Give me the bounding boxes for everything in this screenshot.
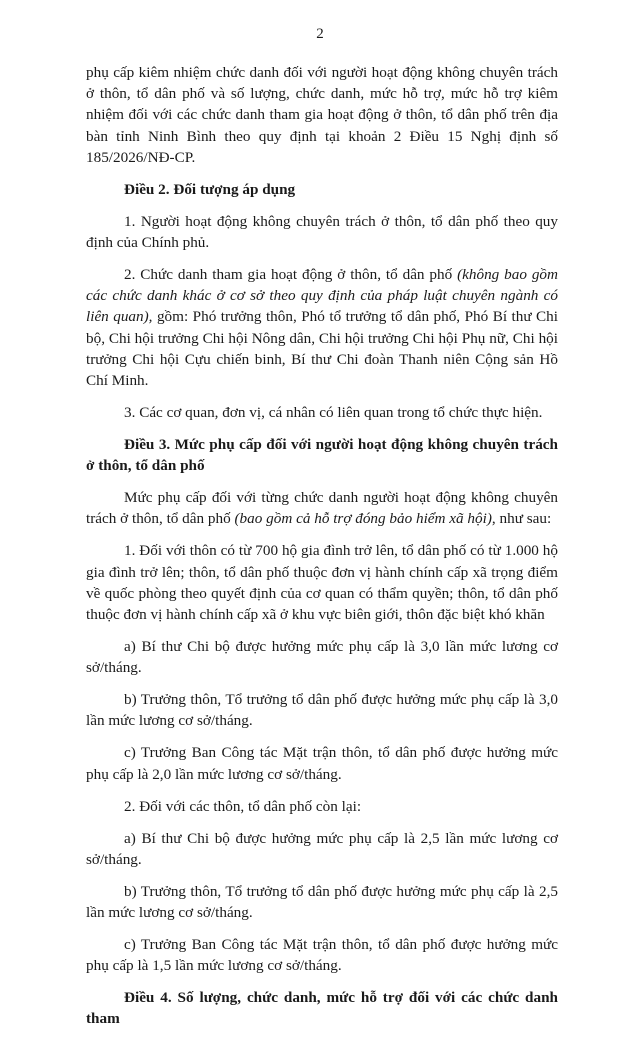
article-2-heading: Điều 2. Đối tượng áp dụng bbox=[124, 180, 296, 198]
article-3-item-2-c: c) Trưởng Ban Công tác Mặt trận thôn, tổ dân phố được hưởng mức phụ cấp là 1,5 lần mức lương cơ sở/tháng. bbox=[86, 936, 558, 975]
article-3-lead-text: Mức phụ cấp đối với từng chức danh người hoạt động không chuyên trách ở thôn, tổ dân phố bbox=[86, 489, 558, 528]
article-3-item-1-a: a) Bí thư Chi bộ được hưởng mức phụ cấp là 3,0 lần mức lương cơ sở/tháng. bbox=[86, 638, 558, 677]
article-3-item-1-c: c) Trưởng Ban Công tác Mặt trận thôn, tổ dân phố được hưởng mức phụ cấp là 2,0 lần mức lương cơ sở/tháng. bbox=[86, 744, 558, 783]
article-3-heading: Điều 3. Mức phụ cấp đối với người hoạt động không chuyên trách ở thôn, tổ dân phố bbox=[86, 436, 558, 475]
article-3-item-2: 2. Đối với các thôn, tổ dân phố còn lại: bbox=[124, 797, 362, 815]
document-body bbox=[86, 62, 558, 1040]
article-3-item-1: 1. Đối với thôn có từ 700 hộ gia đình trở lên, tổ dân phố có từ 1.000 hộ gia đình trở lên; thôn, tổ dân phố thuộc đơn vị hành chính cấp xã trọng điểm về quốc phòng theo quyết định của cơ quan có thẩm quyền; thôn, tổ dân phố thuộc đơn vị hành chính cấp xã ở khu vực biên giới, thôn đặc biệt khó khăn bbox=[86, 542, 558, 624]
article-2-item-3: 3. Các cơ quan, đơn vị, cá nhân có liên quan trong tổ chức thực hiện. bbox=[124, 404, 543, 422]
intro-paragraph: phụ cấp kiêm nhiệm chức danh đối với người hoạt động không chuyên trách ở thôn, tổ dân phố và số lượng, chức danh, mức hỗ trợ, mức hỗ trợ kiêm nhiệm đối với các chức danh tham gia hoạt động ở thôn, tổ dân phố trên địa bàn tỉnh Ninh Bình theo quy định tại khoản 2 Điều 15 Nghị định số 185/2026/NĐ-CP. bbox=[86, 64, 558, 166]
article-2-item-2-list: gồm: Phó trưởng thôn, Phó tổ trưởng tổ dân phố, Phó Bí thư Chi bộ, Chi hội trưởng Chi hội Nông dân, Chi hội trưởng Chi hội Phụ nữ, Chi hội trưởng Chi hội Cựu chiến binh, Bí thư Chi đoàn Thanh niên Cộng sản Hồ Chí Minh. bbox=[86, 308, 558, 390]
page-number: 2 bbox=[316, 26, 324, 42]
article-3-lead-end: , như sau: bbox=[491, 510, 552, 528]
article-2-item-1: 1. Người hoạt động không chuyên trách ở thôn, tổ dân phố theo quy định của Chính phủ. bbox=[86, 212, 558, 252]
article-3-item-1-b: b) Trưởng thôn, Tổ trưởng tổ dân phố được hưởng mức phụ cấp là 3,0 lần mức lương cơ sở/tháng. bbox=[86, 691, 558, 730]
article-3-item-2-a: a) Bí thư Chi bộ được hưởng mức phụ cấp là 2,5 lần mức lương cơ sở/tháng. bbox=[86, 829, 558, 868]
article-2-item-2-text: 2. Chức danh tham gia hoạt động ở thôn, tổ dân phố bbox=[124, 266, 458, 284]
article-2-item-2 bbox=[86, 264, 558, 391]
article-2-item-2-italic: (không bao gồm các chức danh khác ở cơ sở theo quy định của pháp luật chuyên ngành có liên quan), bbox=[86, 266, 558, 326]
article-4-heading: Điều 4. Số lượng, chức danh, mức hỗ trợ đối với các chức danh tham bbox=[86, 989, 558, 1028]
article-3-lead-italic: (bao gồm cả hỗ trợ đóng bảo hiểm xã hội) bbox=[234, 510, 492, 528]
article-3-item-2-b: b) Trưởng thôn, Tổ trưởng tổ dân phố được hưởng mức phụ cấp là 2,5 lần mức lương cơ sở/tháng. bbox=[86, 882, 558, 922]
article-3-lead bbox=[86, 487, 558, 529]
